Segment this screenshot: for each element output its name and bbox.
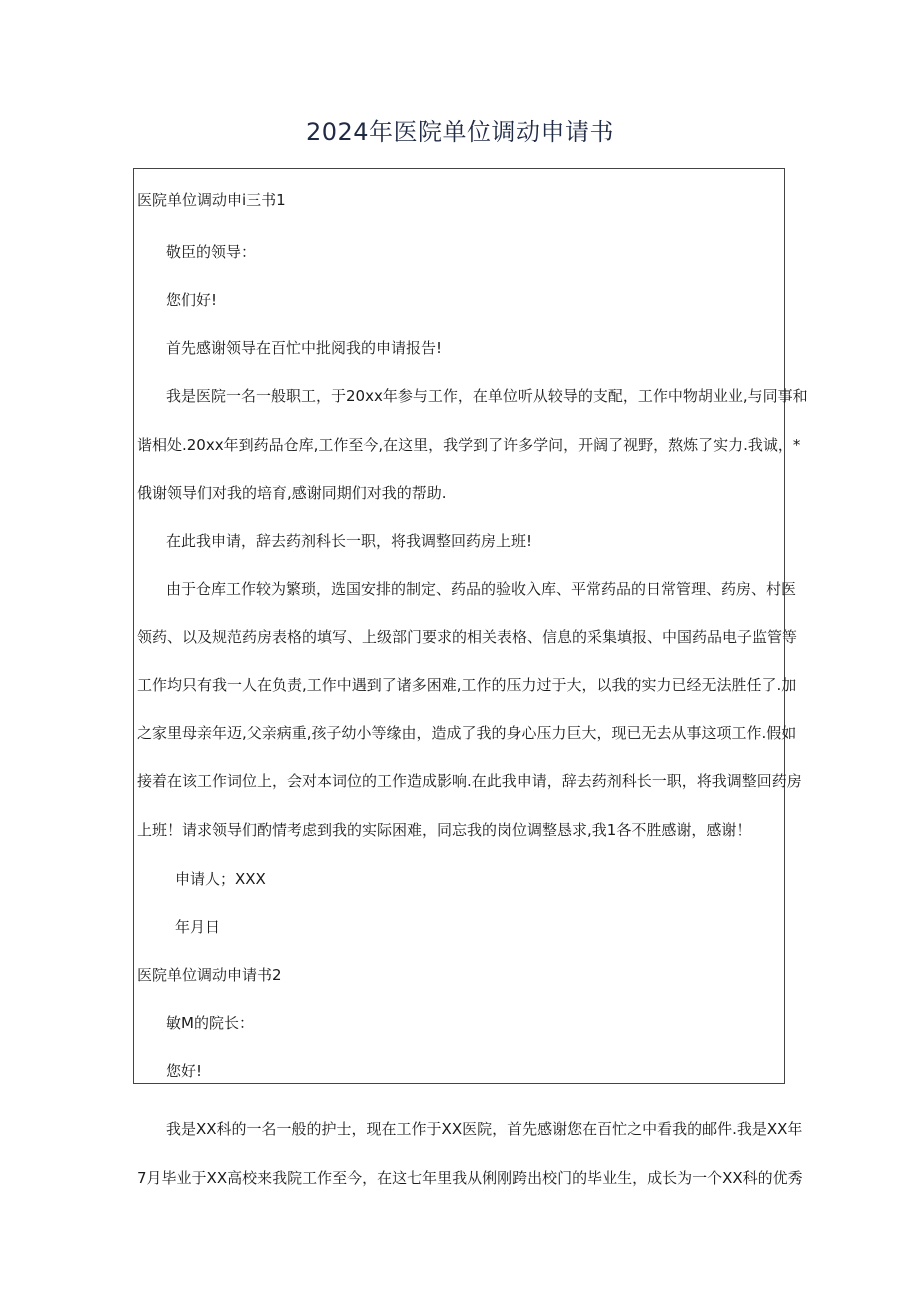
- letter1-greeting: 您们好!: [166, 291, 218, 309]
- letter-frame: [133, 168, 808, 1084]
- letter1-thanks: 首先感谢领导在百忙中批阅我的申请报告!: [166, 339, 443, 357]
- letter2-para1-line: 7月毕业于XX高校来我院工作至今，在这七年里我从俐刚跨出校门的毕业生，成长为一个XX科的优秀: [137, 1169, 803, 1187]
- letter1-para1-line: 俄谢领导们对我的培育,感谢同期们对我的帮助.: [137, 484, 447, 502]
- letter2-heading: 医院单位调动申请书2: [137, 966, 282, 984]
- letter1-para2-line: 接着在该工作词位上，会对本词位的工作造成影响.在此我申请，辞去药剂科长一职，将我调整回药房: [137, 772, 802, 790]
- letter1-heading: 医院单位调动申i三书1: [137, 191, 286, 209]
- letter1-para2-line: 领药、以及规范药房表格的填写、上级部门要求的相关表格、信息的采集填报、中国药品电子监管等: [137, 628, 798, 646]
- letter1-para1-line: 谐相处.20xx年到药品仓库,工作至今,在这里，我学到了许多学问，开阔了视野，熬炼了实力.我诚，*: [137, 436, 801, 454]
- letter1-para2-line: 由于仓库工作较为繁琐，选国安排的制定、药品的验收入库、平常药品的日常管理、药房、村医: [166, 580, 797, 598]
- letter1-applicant: 申请人；XXX: [175, 870, 266, 888]
- letter2-salutation: 敏M的院长：: [166, 1014, 254, 1032]
- letter1-para2-line: 之家里母亲年迈,父亲病重,孩子幼小等缘由，造成了我的身心压力巨大，现已无去从事这项工作.假如: [137, 724, 797, 742]
- letter2-para1-line: 我是XX科的一名一般的护士，现在工作于XX医院，首先感谢您在百忙之中看我的邮件.我是XX年: [166, 1120, 803, 1138]
- letter2-greeting: 您好!: [166, 1062, 203, 1080]
- letter1-para2-line: 上班！请求领导们酌情考虑到我的实际困难，同忘我的岗位调整恳求,我1各不胜感谢，感谢！: [137, 821, 752, 839]
- letter1-date: 年月日: [175, 918, 221, 936]
- letter1-para1-line: 我是医院一名一般职工，于20xx年参与工作，在单位听从较导的支配，工作中物胡业业,与同事和: [166, 387, 808, 405]
- letter1-request: 在此我申请，辞去药剂科长一职，将我调整回药房上班!: [166, 532, 533, 550]
- letter1-salutation: 敬臣的领导：: [166, 243, 257, 261]
- document-title: 2024年医院单位调动申请书: [305, 118, 615, 146]
- letter1-para2-line: 工作均只有我一人在负责,工作中遇到了诸多困难,工作的压力过于大，以我的实力已经无法胜任了.加: [137, 676, 797, 694]
